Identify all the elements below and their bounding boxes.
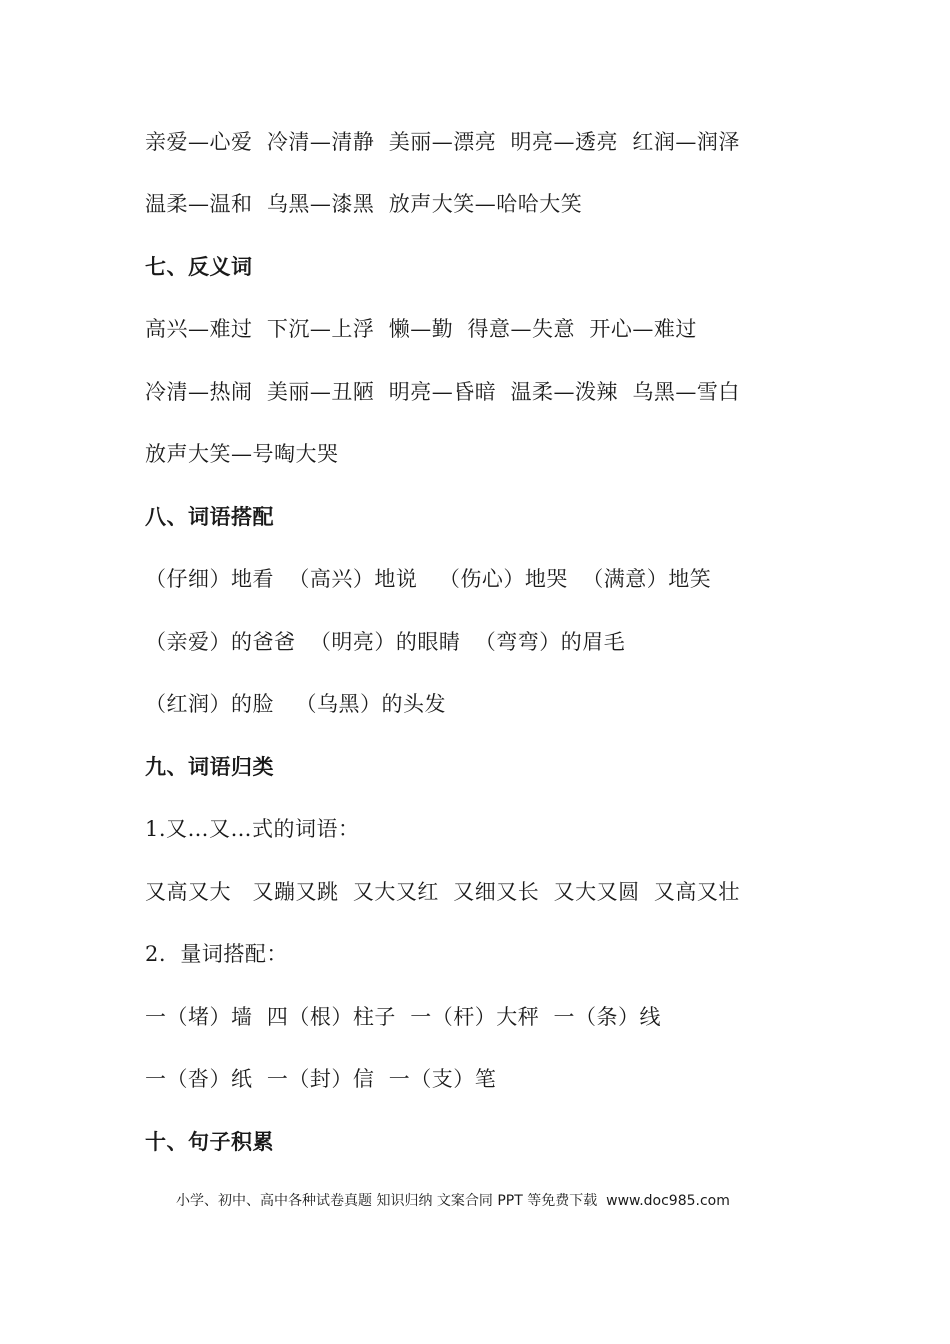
collocation-line-2: （亲爱）的爸爸 （明亮）的眼睛 （弯弯）的眉毛 [145,630,626,654]
measure-words-line-2: 一（沓）纸 一（封）信 一（支）笔 [145,1067,497,1091]
collocation-line-1: （仔细）地看 （高兴）地说 （伤心）地哭 （满意）地笑 [145,567,712,591]
synonyms-line-1: 亲爱—心爱 冷清—清静 美丽—漂亮 明亮—透亮 红润—润泽 [145,130,740,154]
classification-subtitle-1: 1.又…又…式的词语： [145,817,360,841]
section-heading-sentence-accumulation: 十、句子积累 [145,1130,274,1154]
page-footer: 小学、初中、高中各种试卷真题 知识归纳 文案合同 PPT 等免费下载 www.doc985.com [176,1193,730,1209]
classification-line-1: 又高又大 又蹦又跳 又大又红 又细又长 又大又圆 又高又壮 [145,880,740,904]
section-heading-word-collocation: 八、词语搭配 [145,505,274,529]
antonyms-line-1: 高兴—难过 下沉—上浮 懒—勤 得意—失意 开心—难过 [145,317,697,341]
synonyms-line-2: 温柔—温和 乌黑—漆黑 放声大笑—哈哈大笑 [145,192,583,216]
collocation-line-3: （红润）的脸 （乌黑）的头发 [145,692,447,716]
antonyms-line-3: 放声大笑—号啕大哭 [145,442,339,466]
section-heading-word-classification: 九、词语归类 [145,755,274,779]
classification-subtitle-2: 2. 量词搭配： [145,942,288,966]
section-heading-antonyms: 七、反义词 [145,255,253,279]
antonyms-line-2: 冷清—热闹 美丽—丑陋 明亮—昏暗 温柔—泼辣 乌黑—雪白 [145,380,740,404]
measure-words-line-1: 一（堵）墙 四（根）柱子 一（杆）大秤 一（条）线 [145,1005,662,1029]
